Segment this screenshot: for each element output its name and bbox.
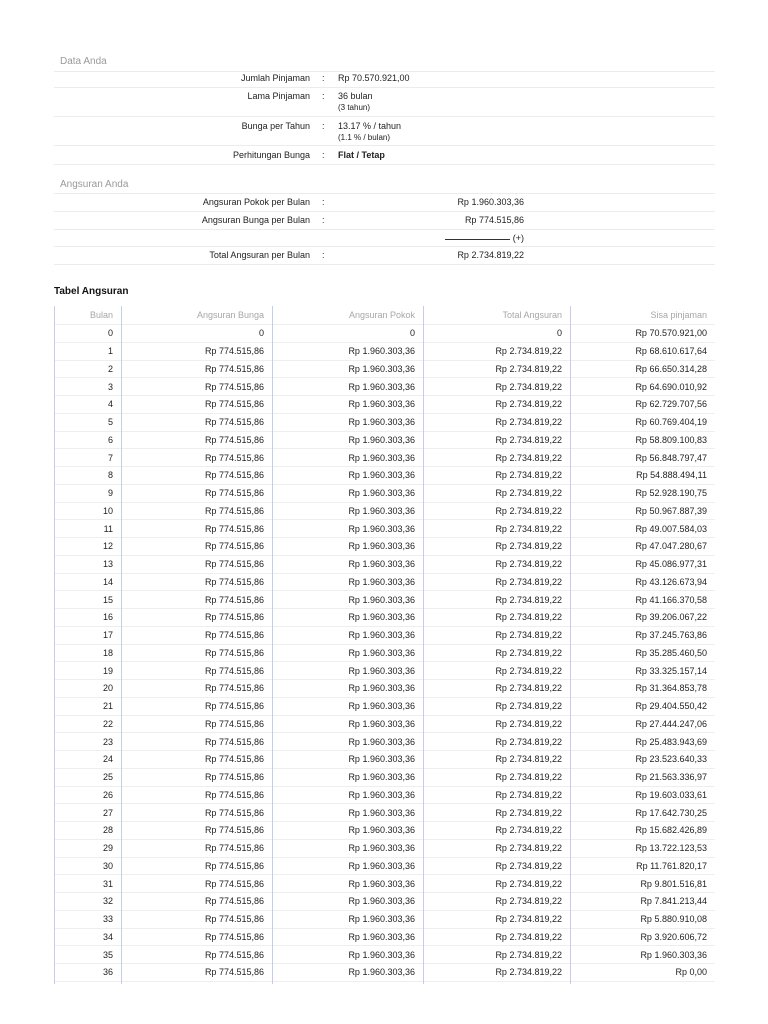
divider: [54, 229, 715, 230]
cell-total-angsuran: Rp 2.734.819,22: [495, 505, 562, 516]
table-header-row: [54, 306, 715, 325]
cell-total-angsuran: Rp 2.734.819,22: [495, 754, 562, 765]
cell-sisa-pinjaman: Rp 0,00: [675, 967, 707, 978]
cell-bulan: 10: [102, 505, 113, 516]
cell-angsuran-pokok: Rp 1.960.303,36: [348, 559, 415, 570]
cell-total-angsuran: Rp 2.734.819,22: [495, 434, 562, 445]
cell-bulan: 6: [107, 434, 113, 445]
cell-angsuran-bunga: Rp 774.515,86: [204, 967, 264, 978]
table-row: [54, 680, 715, 698]
cell-sisa-pinjaman: Rp 7.841.213,44: [640, 896, 707, 907]
cell-sisa-pinjaman: Rp 25.483.943,69: [635, 736, 707, 747]
cell-total-angsuran: Rp 2.734.819,22: [495, 576, 562, 587]
cell-bulan: 17: [102, 630, 113, 641]
cell-bulan: 5: [107, 417, 113, 428]
table-row: [54, 591, 715, 609]
table-row: [54, 733, 715, 751]
table-row: [54, 538, 715, 556]
cell-angsuran-bunga: Rp 774.515,86: [204, 825, 264, 836]
cell-angsuran-pokok: Rp 1.960.303,36: [348, 488, 415, 499]
data-anda-title: Data Anda: [60, 56, 107, 67]
cell-total-angsuran: Rp 2.734.819,22: [495, 363, 562, 374]
angsuran-bunga-value: Rp 774.515,86: [464, 215, 524, 225]
cell-bulan: 4: [107, 399, 113, 410]
cell-angsuran-bunga: Rp 774.515,86: [204, 701, 264, 712]
cell-total-angsuran: Rp 2.734.819,22: [495, 860, 562, 871]
table-row: [54, 840, 715, 858]
cell-bulan: 33: [102, 914, 113, 925]
table-row: [54, 858, 715, 876]
cell-angsuran-bunga: Rp 774.515,86: [204, 559, 264, 570]
cell-sisa-pinjaman: Rp 52.928.190,75: [635, 488, 707, 499]
table-row: [54, 929, 715, 947]
cell-bulan: 16: [102, 612, 113, 623]
cell-bulan: 24: [102, 754, 113, 765]
cell-angsuran-bunga: Rp 774.515,86: [204, 523, 264, 534]
cell-total-angsuran: Rp 2.734.819,22: [495, 807, 562, 818]
cell-angsuran-pokok: Rp 1.960.303,36: [348, 896, 415, 907]
perhitungan-bunga-value: Flat / Tetap: [338, 150, 385, 160]
cell-angsuran-bunga: Rp 774.515,86: [204, 647, 264, 658]
divider: [54, 264, 715, 265]
cell-sisa-pinjaman: Rp 5.880.910,08: [640, 914, 707, 925]
cell-sisa-pinjaman: Rp 23.523.640,33: [635, 754, 707, 765]
bunga-per-bulan-sub: (1.1 % / bulan): [338, 133, 391, 142]
bunga-per-tahun-main: 13.17 % / tahun: [338, 121, 402, 131]
cell-angsuran-pokok: Rp 1.960.303,36: [348, 718, 415, 729]
header-sisa-pinjaman: Sisa pinjaman: [650, 310, 707, 320]
cell-bulan: 32: [102, 896, 113, 907]
cell-sisa-pinjaman: Rp 27.444.247,06: [635, 718, 707, 729]
cell-bulan: 36: [102, 967, 113, 978]
cell-total-angsuran: Rp 2.734.819,22: [495, 417, 562, 428]
column-separator: [570, 306, 571, 984]
cell-total-angsuran: Rp 2.734.819,22: [495, 701, 562, 712]
cell-total-angsuran: Rp 2.734.819,22: [495, 736, 562, 747]
cell-angsuran-bunga: Rp 774.515,86: [204, 683, 264, 694]
divider: [54, 116, 715, 117]
cell-sisa-pinjaman: Rp 47.047.280,67: [635, 541, 707, 552]
cell-angsuran-bunga: Rp 774.515,86: [204, 878, 264, 889]
cell-angsuran-pokok: Rp 1.960.303,36: [348, 576, 415, 587]
table-border-left: [54, 306, 55, 984]
cell-angsuran-pokok: Rp 1.960.303,36: [348, 417, 415, 428]
cell-angsuran-pokok: Rp 1.960.303,36: [348, 647, 415, 658]
cell-total-angsuran: Rp 2.734.819,22: [495, 399, 562, 410]
cell-sisa-pinjaman: Rp 49.007.584,03: [635, 523, 707, 534]
lama-pinjaman-label: Lama Pinjaman: [247, 91, 310, 101]
cell-bulan: 0: [107, 328, 113, 339]
cell-sisa-pinjaman: Rp 9.801.516,81: [640, 878, 707, 889]
cell-angsuran-bunga: Rp 774.515,86: [204, 470, 264, 481]
table-row: [54, 822, 715, 840]
table-row: [54, 893, 715, 911]
cell-angsuran-bunga: Rp 774.515,86: [204, 807, 264, 818]
table-row: [54, 769, 715, 787]
divider: [54, 211, 715, 212]
cell-angsuran-pokok: Rp 1.960.303,36: [348, 452, 415, 463]
angsuran-pokok-value: Rp 1.960.303,36: [457, 197, 524, 207]
cell-total-angsuran: Rp 2.734.819,22: [495, 488, 562, 499]
cell-angsuran-pokok: Rp 1.960.303,36: [348, 541, 415, 552]
column-separator: [423, 306, 424, 984]
cell-angsuran-bunga: Rp 774.515,86: [204, 754, 264, 765]
angsuran-anda-title: Angsuran Anda: [60, 179, 129, 190]
table-row: [54, 804, 715, 822]
cell-bulan: 30: [102, 860, 113, 871]
cell-angsuran-pokok: Rp 1.960.303,36: [348, 434, 415, 445]
cell-sisa-pinjaman: Rp 45.086.977,31: [635, 559, 707, 570]
cell-angsuran-bunga: Rp 774.515,86: [204, 576, 264, 587]
cell-bulan: 7: [107, 452, 113, 463]
cell-sisa-pinjaman: Rp 37.245.763,86: [635, 630, 707, 641]
cell-total-angsuran: Rp 2.734.819,22: [495, 523, 562, 534]
cell-angsuran-bunga: Rp 774.515,86: [204, 381, 264, 392]
cell-angsuran-pokok: Rp 1.960.303,36: [348, 807, 415, 818]
cell-angsuran-pokok: Rp 1.960.303,36: [348, 701, 415, 712]
table-row: [54, 751, 715, 769]
cell-angsuran-pokok: Rp 1.960.303,36: [348, 683, 415, 694]
cell-total-angsuran: 0: [556, 328, 562, 339]
colon: :: [322, 197, 325, 207]
cell-angsuran-bunga: Rp 774.515,86: [204, 594, 264, 605]
table-row: [54, 716, 715, 734]
table-row: [54, 520, 715, 538]
cell-sisa-pinjaman: Rp 35.285.460,50: [635, 647, 707, 658]
table-row: [54, 964, 715, 982]
cell-bulan: 29: [102, 843, 113, 854]
angsuran-pokok-label: Angsuran Pokok per Bulan: [202, 197, 310, 207]
divider: [54, 164, 715, 165]
cell-bulan: 1: [107, 346, 113, 357]
header-angsuran-pokok: Angsuran Pokok: [348, 310, 415, 320]
total-angsuran-value: Rp 2.734.819,22: [457, 250, 524, 260]
cell-bulan: 8: [107, 470, 113, 481]
table-row: [54, 787, 715, 805]
cell-angsuran-bunga: Rp 774.515,86: [204, 931, 264, 942]
cell-angsuran-bunga: Rp 774.515,86: [204, 630, 264, 641]
table-row: [54, 609, 715, 627]
cell-total-angsuran: Rp 2.734.819,22: [495, 594, 562, 605]
cell-angsuran-pokok: Rp 1.960.303,36: [348, 470, 415, 481]
lama-pinjaman-sub: (3 tahun): [338, 103, 371, 112]
colon: :: [322, 73, 325, 83]
colon: :: [322, 121, 325, 131]
cell-angsuran-bunga: Rp 774.515,86: [204, 505, 264, 516]
cell-bulan: 2: [107, 363, 113, 374]
table-row: [54, 698, 715, 716]
cell-angsuran-pokok: Rp 1.960.303,36: [348, 949, 415, 960]
cell-angsuran-bunga: Rp 774.515,86: [204, 772, 264, 783]
cell-sisa-pinjaman: Rp 66.650.314,28: [635, 363, 707, 374]
cell-sisa-pinjaman: Rp 11.761.820,17: [636, 860, 707, 871]
cell-sisa-pinjaman: Rp 15.682.426,89: [635, 825, 707, 836]
table-row: [54, 432, 715, 450]
cell-total-angsuran: Rp 2.734.819,22: [495, 381, 562, 392]
cell-bulan: 18: [102, 647, 113, 658]
cell-angsuran-pokok: Rp 1.960.303,36: [348, 843, 415, 854]
total-angsuran-label: Total Angsuran per Bulan: [209, 250, 310, 260]
table-row: [54, 574, 715, 592]
cell-angsuran-pokok: Rp 1.960.303,36: [348, 736, 415, 747]
cell-sisa-pinjaman: Rp 3.920.606,72: [640, 931, 707, 942]
cell-angsuran-pokok: Rp 1.960.303,36: [348, 860, 415, 871]
cell-angsuran-pokok: 0: [409, 328, 415, 339]
cell-sisa-pinjaman: Rp 33.325.157,14: [635, 665, 707, 676]
cell-angsuran-bunga: Rp 774.515,86: [204, 417, 264, 428]
jumlah-pinjaman-label: Jumlah Pinjaman: [240, 73, 310, 83]
cell-angsuran-bunga: Rp 774.515,86: [204, 718, 264, 729]
table-row: [54, 662, 715, 680]
sum-line: [445, 239, 510, 240]
lama-pinjaman-main: 36 bulan: [338, 91, 373, 101]
cell-bulan: 31: [102, 878, 113, 889]
cell-angsuran-bunga: Rp 774.515,86: [204, 363, 264, 374]
table-row: [54, 503, 715, 521]
cell-bulan: 23: [102, 736, 113, 747]
cell-angsuran-bunga: Rp 774.515,86: [204, 665, 264, 676]
cell-sisa-pinjaman: Rp 1.960.303,36: [640, 949, 707, 960]
table-row: [54, 911, 715, 929]
cell-angsuran-bunga: Rp 774.515,86: [204, 488, 264, 499]
table-row: [54, 627, 715, 645]
cell-bulan: 12: [102, 541, 113, 552]
cell-angsuran-bunga: Rp 774.515,86: [204, 434, 264, 445]
cell-angsuran-bunga: Rp 774.515,86: [204, 346, 264, 357]
cell-bulan: 28: [102, 825, 113, 836]
cell-bulan: 21: [102, 701, 113, 712]
cell-angsuran-bunga: Rp 774.515,86: [204, 452, 264, 463]
bunga-per-tahun-label: Bunga per Tahun: [241, 121, 310, 131]
cell-total-angsuran: Rp 2.734.819,22: [495, 647, 562, 658]
angsuran-bunga-label: Angsuran Bunga per Bulan: [201, 215, 310, 225]
table-row: [54, 467, 715, 485]
cell-total-angsuran: Rp 2.734.819,22: [495, 541, 562, 552]
cell-total-angsuran: Rp 2.734.819,22: [495, 896, 562, 907]
table-row: [54, 645, 715, 663]
cell-angsuran-pokok: Rp 1.960.303,36: [348, 754, 415, 765]
cell-angsuran-pokok: Rp 1.960.303,36: [348, 878, 415, 889]
cell-sisa-pinjaman: Rp 68.610.617,64: [635, 346, 707, 357]
table-row: [54, 414, 715, 432]
cell-sisa-pinjaman: Rp 62.729.707,56: [635, 399, 707, 410]
cell-angsuran-pokok: Rp 1.960.303,36: [348, 612, 415, 623]
plus-sign: (+): [512, 233, 524, 243]
table-row: [54, 946, 715, 964]
divider: [54, 145, 715, 146]
cell-bulan: 22: [102, 718, 113, 729]
cell-angsuran-bunga: Rp 774.515,86: [204, 914, 264, 925]
cell-angsuran-pokok: Rp 1.960.303,36: [348, 505, 415, 516]
cell-bulan: 35: [102, 949, 113, 960]
cell-total-angsuran: Rp 2.734.819,22: [495, 683, 562, 694]
cell-sisa-pinjaman: Rp 21.563.336,97: [635, 772, 707, 783]
cell-bulan: 20: [102, 683, 113, 694]
divider: [54, 87, 715, 88]
cell-total-angsuran: Rp 2.734.819,22: [495, 789, 562, 800]
cell-angsuran-bunga: Rp 774.515,86: [204, 949, 264, 960]
cell-total-angsuran: Rp 2.734.819,22: [495, 630, 562, 641]
column-separator: [272, 306, 273, 984]
table-row: [54, 875, 715, 893]
divider: [54, 71, 715, 72]
cell-angsuran-bunga: Rp 774.515,86: [204, 612, 264, 623]
cell-angsuran-pokok: Rp 1.960.303,36: [348, 381, 415, 392]
column-separator: [121, 306, 122, 984]
cell-sisa-pinjaman: Rp 31.364.853,78: [635, 683, 707, 694]
cell-total-angsuran: Rp 2.734.819,22: [495, 718, 562, 729]
table-row: [54, 396, 715, 414]
cell-total-angsuran: Rp 2.734.819,22: [495, 665, 562, 676]
table-row: [54, 325, 715, 343]
table-row: [54, 485, 715, 503]
cell-bulan: 11: [103, 523, 113, 534]
header-total-angsuran: Total Angsuran: [502, 310, 562, 320]
cell-angsuran-pokok: Rp 1.960.303,36: [348, 523, 415, 534]
cell-total-angsuran: Rp 2.734.819,22: [495, 843, 562, 854]
cell-bulan: 19: [102, 665, 113, 676]
divider: [54, 246, 715, 247]
colon: :: [322, 150, 325, 160]
cell-angsuran-bunga: 0: [258, 328, 264, 339]
cell-total-angsuran: Rp 2.734.819,22: [495, 346, 562, 357]
cell-sisa-pinjaman: Rp 43.126.673,94: [635, 576, 707, 587]
cell-total-angsuran: Rp 2.734.819,22: [495, 825, 562, 836]
table-row: [54, 361, 715, 379]
cell-bulan: 27: [102, 807, 113, 818]
cell-angsuran-bunga: Rp 774.515,86: [204, 860, 264, 871]
table-row: [54, 556, 715, 574]
cell-total-angsuran: Rp 2.734.819,22: [495, 949, 562, 960]
cell-sisa-pinjaman: Rp 56.848.797,47: [635, 452, 707, 463]
cell-total-angsuran: Rp 2.734.819,22: [495, 931, 562, 942]
cell-sisa-pinjaman: Rp 54.888.494,11: [636, 470, 707, 481]
cell-total-angsuran: Rp 2.734.819,22: [495, 772, 562, 783]
cell-angsuran-bunga: Rp 774.515,86: [204, 843, 264, 854]
cell-angsuran-bunga: Rp 774.515,86: [204, 896, 264, 907]
cell-angsuran-pokok: Rp 1.960.303,36: [348, 789, 415, 800]
cell-sisa-pinjaman: Rp 29.404.550,42: [635, 701, 707, 712]
cell-angsuran-pokok: Rp 1.960.303,36: [348, 594, 415, 605]
header-angsuran-bunga: Angsuran Bunga: [196, 310, 264, 320]
cell-total-angsuran: Rp 2.734.819,22: [495, 878, 562, 889]
cell-sisa-pinjaman: Rp 50.967.887,39: [635, 505, 707, 516]
cell-bulan: 34: [102, 931, 113, 942]
colon: :: [322, 91, 325, 101]
table-row: [54, 449, 715, 467]
cell-bulan: 15: [102, 594, 113, 605]
cell-sisa-pinjaman: Rp 13.722.123,53: [635, 843, 707, 854]
cell-total-angsuran: Rp 2.734.819,22: [495, 612, 562, 623]
cell-angsuran-pokok: Rp 1.960.303,36: [348, 630, 415, 641]
installment-table: [54, 306, 715, 982]
cell-bulan: 26: [102, 789, 113, 800]
cell-sisa-pinjaman: Rp 60.769.404,19: [635, 417, 707, 428]
cell-sisa-pinjaman: Rp 58.809.100,83: [635, 434, 707, 445]
perhitungan-bunga-label: Perhitungan Bunga: [232, 150, 310, 160]
cell-bulan: 9: [107, 488, 113, 499]
lama-pinjaman-value: [338, 91, 373, 113]
jumlah-pinjaman-value: Rp 70.570.921,00: [338, 73, 410, 83]
cell-total-angsuran: Rp 2.734.819,22: [495, 452, 562, 463]
cell-angsuran-bunga: Rp 774.515,86: [204, 399, 264, 410]
cell-total-angsuran: Rp 2.734.819,22: [495, 967, 562, 978]
colon: :: [322, 215, 325, 225]
cell-sisa-pinjaman: Rp 19.603.033,61: [635, 789, 707, 800]
cell-angsuran-bunga: Rp 774.515,86: [204, 736, 264, 747]
cell-bulan: 3: [107, 381, 113, 392]
cell-total-angsuran: Rp 2.734.819,22: [495, 470, 562, 481]
header-bulan: Bulan: [89, 310, 113, 320]
cell-sisa-pinjaman: Rp 39.206.067,22: [635, 612, 707, 623]
cell-angsuran-bunga: Rp 774.515,86: [204, 789, 264, 800]
cell-angsuran-pokok: Rp 1.960.303,36: [348, 931, 415, 942]
cell-bulan: 14: [102, 576, 113, 587]
cell-bulan: 13: [102, 559, 113, 570]
cell-angsuran-pokok: Rp 1.960.303,36: [348, 363, 415, 374]
table-row: [54, 378, 715, 396]
divider: [54, 193, 715, 194]
table-row: [54, 343, 715, 361]
cell-sisa-pinjaman: Rp 70.570.921,00: [635, 328, 707, 339]
cell-angsuran-pokok: Rp 1.960.303,36: [348, 399, 415, 410]
cell-sisa-pinjaman: Rp 41.166.370,58: [635, 594, 707, 605]
cell-angsuran-pokok: Rp 1.960.303,36: [348, 665, 415, 676]
colon: :: [322, 250, 325, 260]
cell-angsuran-pokok: Rp 1.960.303,36: [348, 346, 415, 357]
bunga-per-tahun-value: [338, 121, 401, 143]
tabel-angsuran-title: Tabel Angsuran: [54, 286, 129, 297]
cell-angsuran-pokok: Rp 1.960.303,36: [348, 967, 415, 978]
cell-sisa-pinjaman: Rp 17.642.730,25: [635, 807, 707, 818]
cell-angsuran-pokok: Rp 1.960.303,36: [348, 772, 415, 783]
cell-sisa-pinjaman: Rp 64.690.010,92: [635, 381, 707, 392]
cell-total-angsuran: Rp 2.734.819,22: [495, 914, 562, 925]
cell-angsuran-bunga: Rp 774.515,86: [204, 541, 264, 552]
cell-total-angsuran: Rp 2.734.819,22: [495, 559, 562, 570]
cell-bulan: 25: [102, 772, 113, 783]
cell-angsuran-pokok: Rp 1.960.303,36: [348, 825, 415, 836]
cell-angsuran-pokok: Rp 1.960.303,36: [348, 914, 415, 925]
